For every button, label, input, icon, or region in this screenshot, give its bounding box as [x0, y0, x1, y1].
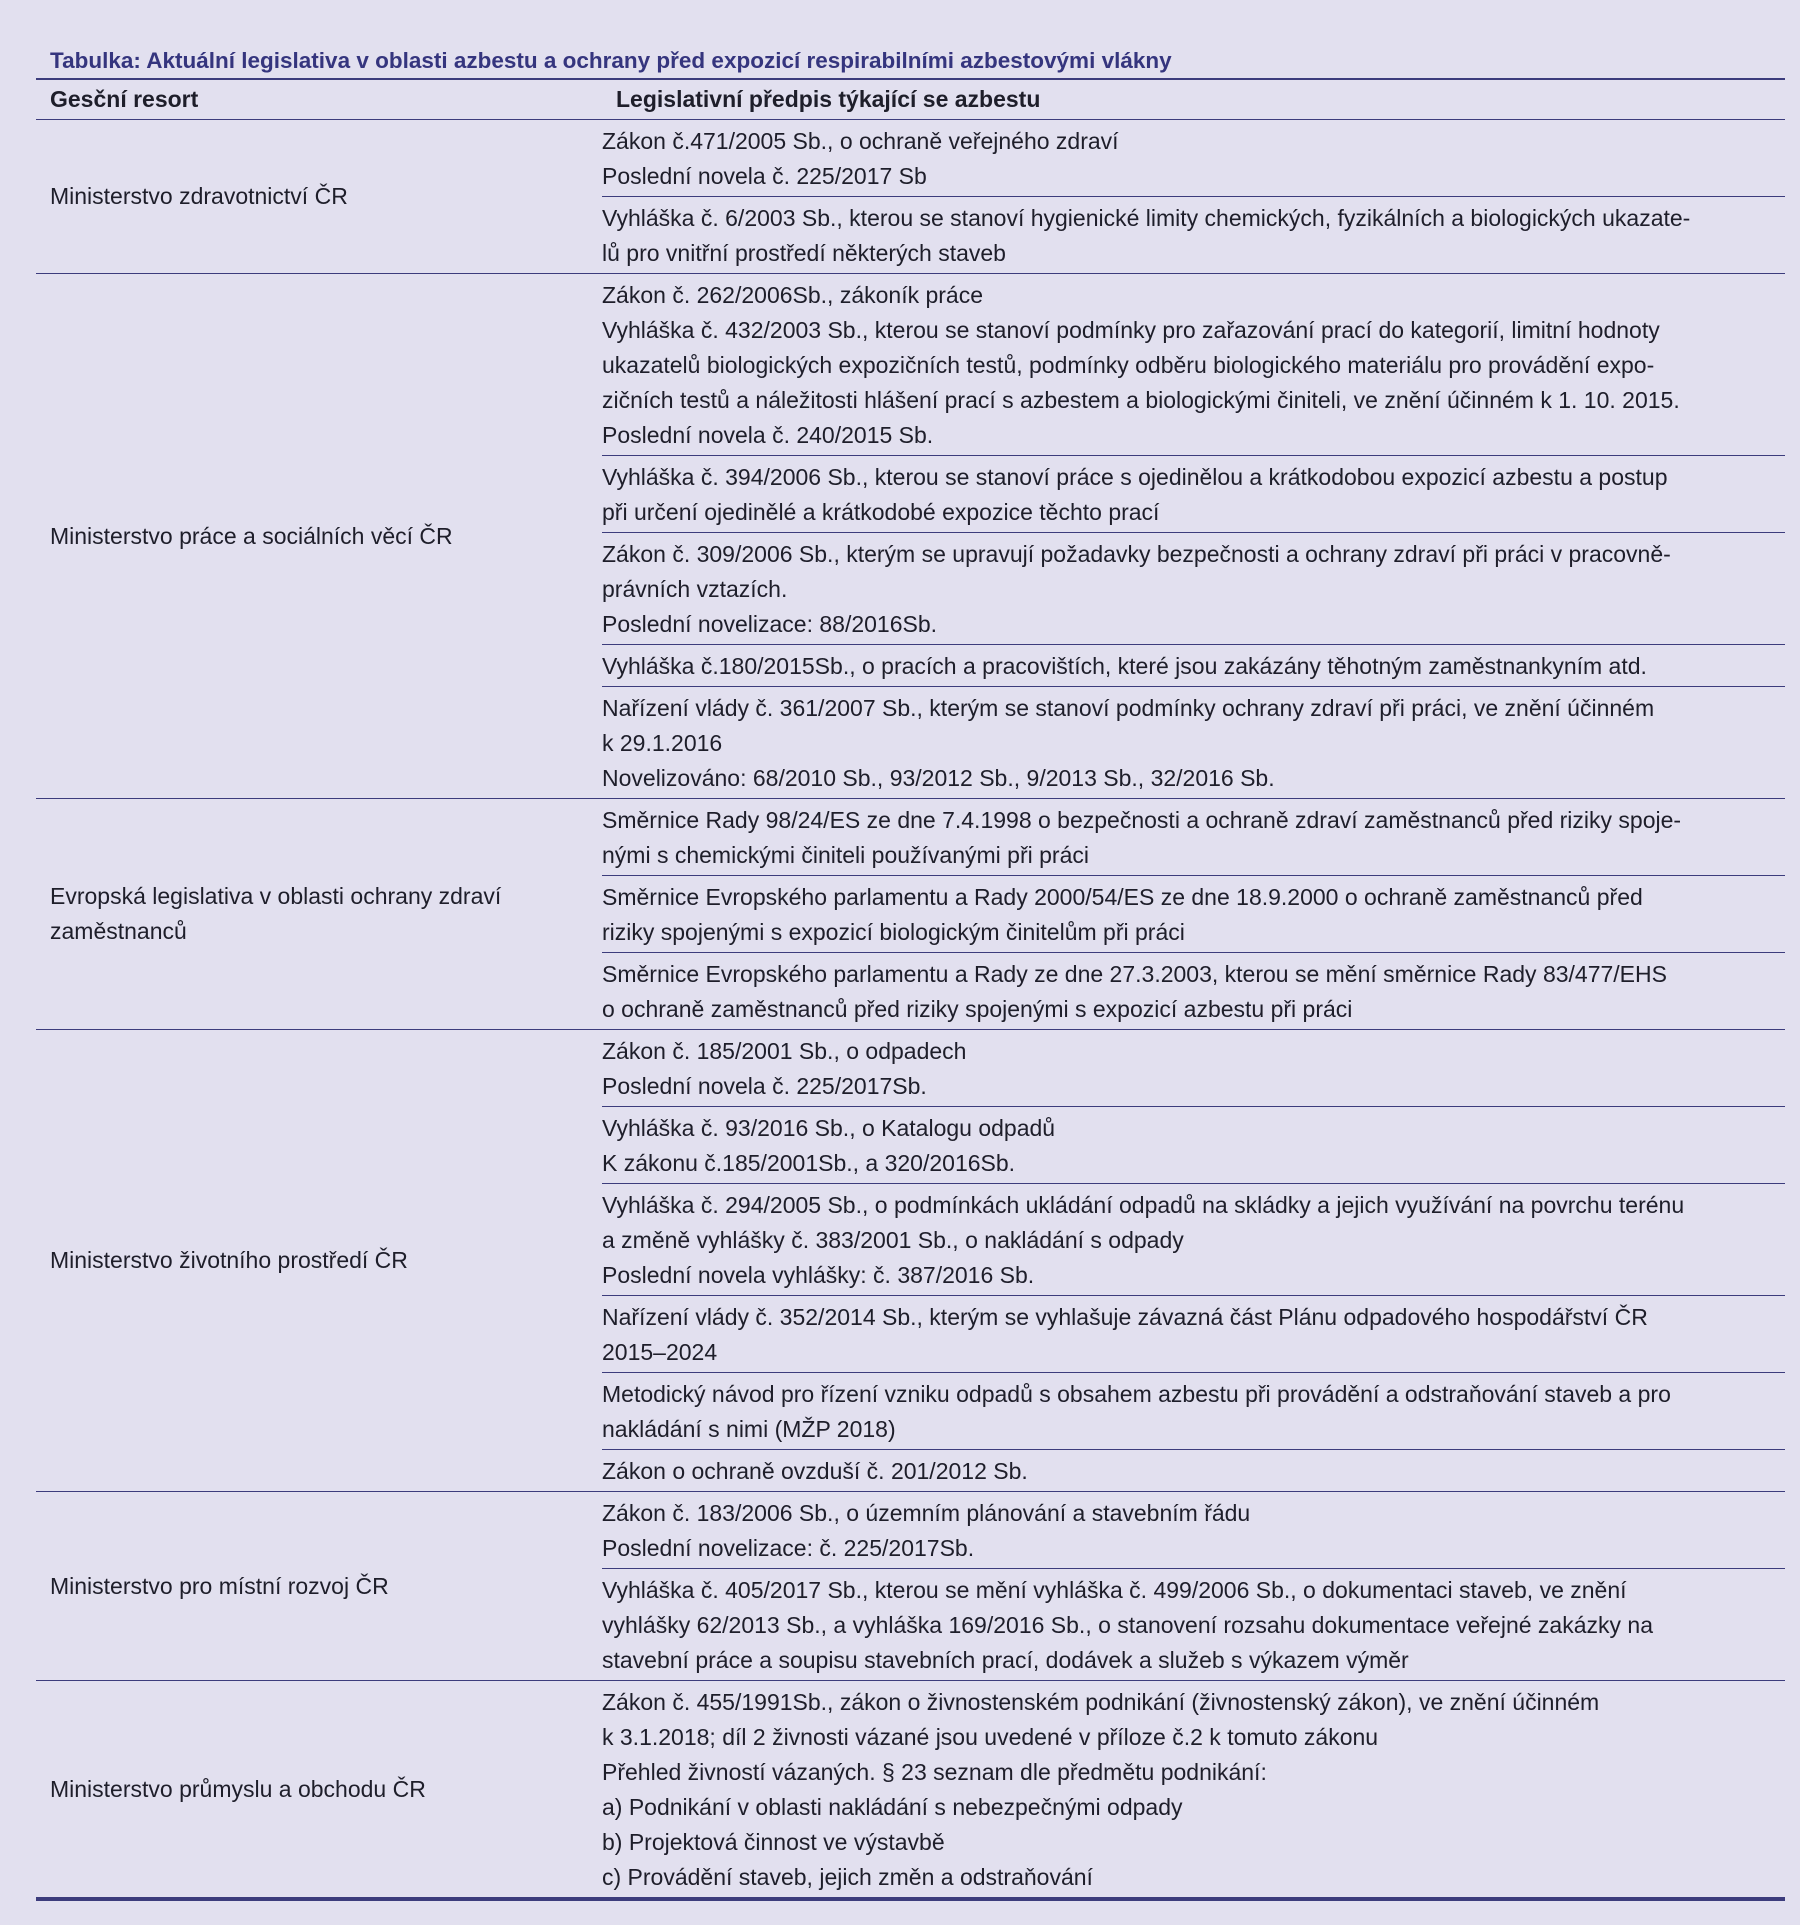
- header-row: [36, 80, 1785, 120]
- legislation-line: K zákonu č.185/2001Sb., a 320/2016Sb.: [602, 1150, 1016, 1176]
- legislation-line: a) Podnikání v oblasti nakládání s nebezpečnými odpady: [602, 1794, 1183, 1820]
- legislation-line: Poslední novela č. 225/2017Sb.: [602, 1073, 927, 1099]
- legislation-cell: [602, 274, 1785, 456]
- legislation-cell: [602, 533, 1785, 645]
- legislation-line: b) Projektová činnost ve výstavbě: [602, 1829, 945, 1855]
- legislation-line: Směrnice Evropského parlamentu a Rady ze dne 27.3.2003, kterou se mění směrnice Rady 83/477/EHS: [602, 961, 1667, 987]
- legislation-line: Zákon č. 309/2006 Sb., kterým se upravují požadavky bezpečnosti a ochrany zdraví při práci v pracovně-: [602, 541, 1671, 567]
- legislation-cell: [602, 456, 1785, 533]
- ministry-cell: Ministerstvo práce a sociálních věcí ČR: [36, 274, 602, 799]
- legislation-line: Vyhláška č. 294/2005 Sb., o podmínkách ukládání odpadů na skládky a jejich využívání na povrchu terénu: [602, 1192, 1685, 1218]
- table-bottom-rule: [36, 1898, 1785, 1901]
- ministry-cell: Ministerstvo zdravotnictví ČR: [36, 120, 602, 274]
- legislation-line: lů pro vnitřní prostředí některých staveb: [602, 240, 1006, 266]
- legislation-line: právních vztazích.: [602, 576, 788, 602]
- legislation-line: zičních testů a náležitosti hlášení prací s azbestem a biologickými činiteli, ve znění účinném k 1. 10. 2015.: [602, 387, 1680, 413]
- legislation-line: Vyhláška č. 405/2017 Sb., kterou se mění vyhláška č. 499/2006 Sb., o dokumentaci staveb, ve znění: [602, 1577, 1627, 1603]
- legislation-cell: [602, 1030, 1785, 1107]
- legislation-line: Směrnice Rady 98/24/ES ze dne 7.4.1998 o bezpečnosti a ochraně zdraví zaměstnanců před riziky spoje-: [602, 807, 1682, 833]
- legislation-line: Přehled živností vázaných. § 23 seznam dle předmětu podnikání:: [602, 1759, 1267, 1785]
- legislation-line: Vyhláška č. 432/2003 Sb., kterou se stanoví podmínky pro zařazování prací do kategorií, limitní hodnoty: [602, 317, 1660, 343]
- legislation-line: Zákon č. 183/2006 Sb., o územním plánování a stavebním řádu: [602, 1500, 1251, 1526]
- legislation-line: Nařízení vlády č. 352/2014 Sb., kterým se vyhlašuje závazná část Plánu odpadového hospodářství ČR: [602, 1304, 1648, 1330]
- table-row: [36, 1492, 1785, 1569]
- legislation-line: Nařízení vlády č. 361/2007 Sb., kterým se stanoví podmínky ochrany zdraví při práci, ve znění účinném: [602, 695, 1655, 721]
- ministry-cell: Ministerstvo průmyslu a obchodu ČR: [36, 1681, 602, 1898]
- legislation-line: nakládání s nimi (MŽP 2018): [602, 1416, 896, 1442]
- legislation-cell: [602, 1569, 1785, 1681]
- ministry-line: zaměstnanců: [50, 918, 187, 944]
- legislation-line: Vyhláška č. 6/2003 Sb., kterou se stanoví hygienické limity chemických, fyzikálních a biologických ukazate-: [602, 205, 1691, 231]
- ministry-line: Evropská legislativa v oblasti ochrany zdraví: [50, 883, 502, 909]
- ministry-cell: Ministerstvo pro místní rozvoj ČR: [36, 1492, 602, 1681]
- legislation-line: k 3.1.2018; díl 2 živnosti vázané jsou uvedené v příloze č.2 k tomuto zákonu: [602, 1724, 1379, 1750]
- legislation-line: k 29.1.2016: [602, 730, 723, 756]
- legislation-line: Poslední novela č. 225/2017 Sb: [602, 163, 927, 189]
- table-row: [36, 1681, 1785, 1898]
- legislation-line: nými s chemickými činiteli používanými při práci: [602, 842, 1089, 868]
- legislation-cell: [602, 120, 1785, 197]
- legislation-line: Poslední novelizace: č. 225/2017Sb.: [602, 1535, 975, 1561]
- legislation-line: Zákon č.471/2005 Sb., o ochraně veřejného zdraví: [602, 128, 1119, 154]
- table-row: [36, 120, 1785, 197]
- legislation-cell: [602, 1681, 1785, 1898]
- legislation-cell: [602, 1107, 1785, 1184]
- legislation-line: Vyhláška č. 394/2006 Sb., kterou se stanoví práce s ojedinělou a krátkodobou expozicí azbestu a postup: [602, 464, 1668, 490]
- legislation-line: ukazatelů biologických expozičních testů, podmínky odběru biologického materiálu pro provádění expo-: [602, 352, 1655, 378]
- legislation-line: při určení ojedinělé a krátkodobé expozice těchto prací: [602, 499, 1160, 525]
- legislation-cell: [602, 687, 1785, 799]
- header-ministry: Gesční resort: [36, 80, 602, 120]
- table-row: [36, 274, 1785, 456]
- header-legislation: Legislativní předpis týkající se azbestu: [602, 80, 1785, 120]
- legislation-table: [36, 80, 1785, 1898]
- legislation-cell: [602, 197, 1785, 274]
- legislation-table-figure: [36, 44, 1785, 1901]
- legislation-line: Novelizováno: 68/2010 Sb., 93/2012 Sb., 9/2013 Sb., 32/2016 Sb.: [602, 765, 1275, 791]
- table-caption: Tabulka: Aktuální legislativa v oblasti azbestu a ochrany před expozicí respirabilními azbestovými vlákny: [36, 44, 1785, 80]
- legislation-line: Poslední novela č. 240/2015 Sb.: [602, 422, 934, 448]
- legislation-line: a změně vyhlášky č. 383/2001 Sb., o nakládání s odpady: [602, 1227, 1184, 1253]
- legislation-cell: [602, 645, 1785, 687]
- legislation-line: Vyhláška č.180/2015Sb., o pracích a pracovištích, které jsou zakázány těhotným zaměstnankyním atd.: [602, 653, 1647, 679]
- legislation-cell: [602, 1184, 1785, 1296]
- legislation-line: Zákon č. 455/1991Sb., zákon o živnostenském podnikání (živnostenský zákon), ve znění účinném: [602, 1689, 1600, 1715]
- legislation-line: Zákon č. 185/2001 Sb., o odpadech: [602, 1038, 967, 1064]
- legislation-line: Zákon č. 262/2006Sb., zákoník práce: [602, 282, 984, 308]
- legislation-line: 2015–2024: [602, 1339, 718, 1365]
- legislation-cell: [602, 799, 1785, 876]
- legislation-cell: [602, 1296, 1785, 1373]
- legislation-line: vyhlášky 62/2013 Sb., a vyhláška 169/2016 Sb., o stanovení rozsahu dokumentace veřejné zakázky na: [602, 1612, 1653, 1638]
- legislation-line: Směrnice Evropského parlamentu a Rady 2000/54/ES ze dne 18.9.2000 o ochraně zaměstnanců před: [602, 884, 1643, 910]
- legislation-line: c) Provádění staveb, jejich změn a odstraňování: [602, 1864, 1093, 1890]
- legislation-cell: [602, 876, 1785, 953]
- legislation-line: Metodický návod pro řízení vzniku odpadů s obsahem azbestu při provádění a odstraňování staveb a pro: [602, 1381, 1671, 1407]
- ministry-cell: Ministerstvo životního prostředí ČR: [36, 1030, 602, 1492]
- table-body: [36, 120, 1785, 1898]
- legislation-cell: [602, 953, 1785, 1030]
- legislation-line: Vyhláška č. 93/2016 Sb., o Katalogu odpadů: [602, 1115, 1056, 1141]
- legislation-line: Poslední novela vyhlášky: č. 387/2016 Sb.: [602, 1262, 1035, 1288]
- legislation-cell: [602, 1373, 1785, 1450]
- legislation-line: stavební práce a soupisu stavebních prací, dodávek a služeb s výkazem výměr: [602, 1647, 1409, 1673]
- legislation-line: riziky spojenými s expozicí biologickým činitelům při práci: [602, 919, 1185, 945]
- ministry-cell: [36, 799, 602, 1030]
- legislation-line: Zákon o ochraně ovzduší č. 201/2012 Sb.: [602, 1458, 1028, 1484]
- legislation-cell: [602, 1492, 1785, 1569]
- legislation-line: Poslední novelizace: 88/2016Sb.: [602, 611, 938, 637]
- legislation-cell: [602, 1450, 1785, 1492]
- table-row: [36, 799, 1785, 876]
- legislation-line: o ochraně zaměstnanců před riziky spojenými s expozicí azbestu při práci: [602, 996, 1353, 1022]
- table-row: [36, 1030, 1785, 1107]
